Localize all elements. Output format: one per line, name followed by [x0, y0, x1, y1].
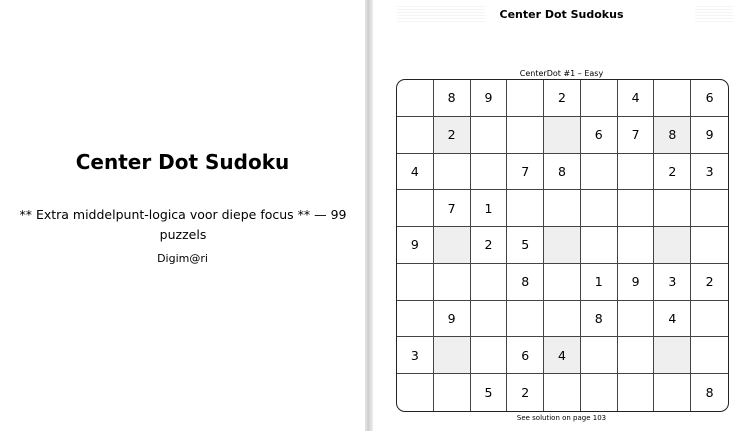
sudoku-cell-r3c9: 3	[691, 154, 728, 191]
sudoku-cell-r4c2: 7	[434, 190, 471, 227]
sudoku-cell-r1c5: 2	[544, 80, 581, 117]
sudoku-cell-r4c3: 1	[471, 190, 508, 227]
sudoku-cell-r4c5	[544, 190, 581, 227]
book-author: Digim@ri	[157, 252, 208, 265]
sudoku-cell-r4c7	[618, 190, 655, 227]
sudoku-cell-r3c6	[581, 154, 618, 191]
sudoku-cell-r6c3	[471, 264, 508, 301]
sudoku-cell-r5c5	[544, 227, 581, 264]
running-header: Center Dot Sudokus	[499, 8, 624, 21]
sudoku-cell-r1c6	[581, 80, 618, 117]
sudoku-cell-r9c2	[434, 374, 471, 411]
sudoku-cell-r8c9	[691, 337, 728, 374]
sudoku-cell-r1c4	[507, 80, 544, 117]
sudoku-cell-r2c2: 2	[434, 117, 471, 154]
sudoku-cell-r7c1	[397, 301, 434, 338]
puzzle-caption: CenterDot #1 – Easy	[519, 69, 604, 78]
sudoku-cell-r8c1: 3	[397, 337, 434, 374]
page-gutter	[365, 0, 373, 431]
sudoku-cell-r3c7	[618, 154, 655, 191]
sudoku-cell-r3c4: 7	[507, 154, 544, 191]
left-page	[0, 0, 365, 431]
sudoku-cell-r8c5: 4	[544, 337, 581, 374]
sudoku-cell-r6c6: 1	[581, 264, 618, 301]
sudoku-cell-r4c8	[654, 190, 691, 227]
sudoku-cell-r4c4	[507, 190, 544, 227]
sudoku-cell-r9c1	[397, 374, 434, 411]
sudoku-cell-r8c4: 6	[507, 337, 544, 374]
sudoku-cell-r8c3	[471, 337, 508, 374]
sudoku-cell-r2c4	[507, 117, 544, 154]
sudoku-cell-r8c6	[581, 337, 618, 374]
sudoku-cell-r1c3: 9	[471, 80, 508, 117]
solution-reference: See solution on page 103	[516, 414, 607, 422]
sudoku-cell-r2c3	[471, 117, 508, 154]
right-page	[373, 0, 750, 431]
sudoku-cell-r9c6	[581, 374, 618, 411]
sudoku-cell-r2c8: 8	[654, 117, 691, 154]
book-subtitle: ** Extra middelpunt-logica voor diepe focus ** — 99 puzzels	[19, 207, 347, 242]
sudoku-cell-r9c5	[544, 374, 581, 411]
sudoku-cell-r5c3: 2	[471, 227, 508, 264]
sudoku-cell-r5c4: 5	[507, 227, 544, 264]
sudoku-cell-r3c2	[434, 154, 471, 191]
sudoku-cell-r5c7	[618, 227, 655, 264]
sudoku-cell-r3c8: 2	[654, 154, 691, 191]
sudoku-cell-r8c2	[434, 337, 471, 374]
sudoku-cell-r7c7	[618, 301, 655, 338]
sudoku-cell-r5c8	[654, 227, 691, 264]
sudoku-cell-r7c5	[544, 301, 581, 338]
sudoku-cell-r6c1	[397, 264, 434, 301]
sudoku-cell-r5c6	[581, 227, 618, 264]
sudoku-cell-r7c6: 8	[581, 301, 618, 338]
sudoku-cell-r6c2	[434, 264, 471, 301]
sudoku-cell-r9c9: 8	[705, 385, 714, 401]
sudoku-grid	[396, 79, 729, 412]
sudoku-cell-r4c1	[397, 190, 434, 227]
sudoku-cell-r2c5	[544, 117, 581, 154]
sudoku-cell-r9c4: 2	[507, 374, 544, 411]
sudoku-cell-r2c9: 9	[691, 117, 728, 154]
sudoku-cell-r5c1: 9	[397, 227, 434, 264]
sudoku-cell-r5c2	[434, 227, 471, 264]
sudoku-cell-r6c7: 9	[618, 264, 655, 301]
sudoku-cell-r4c9	[691, 190, 728, 227]
sudoku-cell-r1c9: 6	[691, 80, 728, 117]
sudoku-cell-r7c3	[471, 301, 508, 338]
sudoku-cell-r2c7: 7	[618, 117, 655, 154]
sudoku-cell-r9c8	[654, 374, 691, 411]
sudoku-cell-r6c4: 8	[507, 264, 544, 301]
sudoku-cell-r3c3	[471, 154, 508, 191]
sudoku-cell-r7c8: 4	[654, 301, 691, 338]
sudoku-cell-r8c8	[654, 337, 691, 374]
sudoku-cell-r3c5: 8	[544, 154, 581, 191]
sudoku-cell-r1c2: 8	[434, 80, 471, 117]
sudoku-cell-r6c8: 3	[654, 264, 691, 301]
sudoku-cell-r1c8	[654, 80, 691, 117]
sudoku-cell-r8c7	[618, 337, 655, 374]
sudoku-cell-r3c1: 4	[397, 154, 434, 191]
sudoku-cell-r9c7	[618, 374, 655, 411]
sudoku-cell-r6c5	[544, 264, 581, 301]
sudoku-cell-r6c9: 2	[691, 264, 728, 301]
sudoku-cell-r1c1	[397, 80, 434, 117]
book-title: Center Dot Sudoku	[75, 150, 290, 174]
sudoku-cell-r9c3: 5	[471, 374, 508, 411]
sudoku-cell-r5c9	[691, 227, 728, 264]
sudoku-cell-r1c7: 4	[618, 80, 655, 117]
sudoku-cell-r7c9	[691, 301, 728, 338]
sudoku-cell-r7c2: 9	[434, 301, 471, 338]
sudoku-cell-r2c6: 6	[581, 117, 618, 154]
sudoku-cell-r7c4	[507, 301, 544, 338]
sudoku-cell-r4c6	[581, 190, 618, 227]
sudoku-cell-r2c1	[397, 117, 434, 154]
